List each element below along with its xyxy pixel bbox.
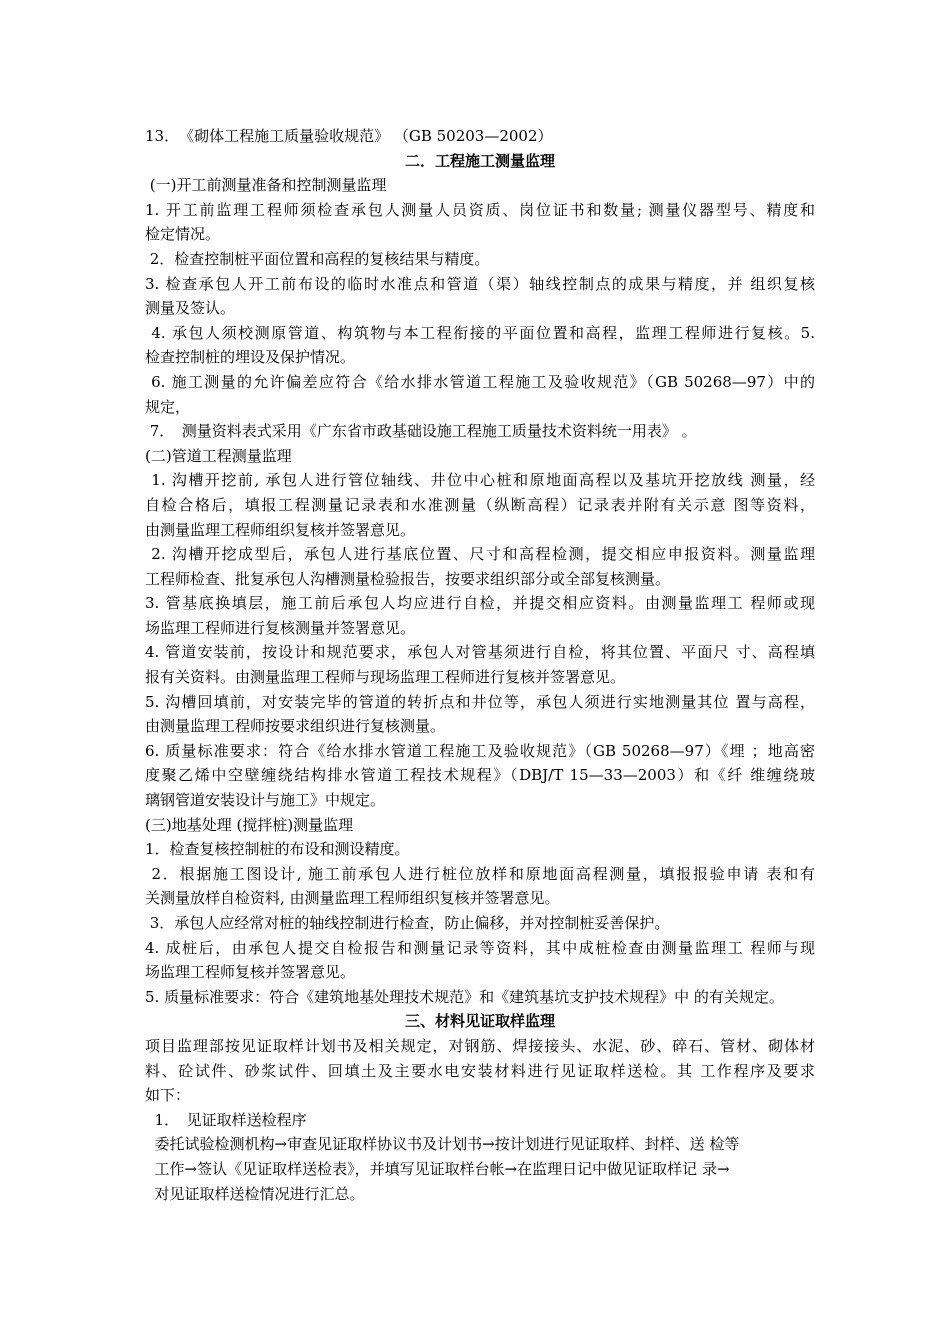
- paragraph-line: 报有关资料。由测量监理工程师与现场监理工程师进行复核并签署意见。: [145, 668, 626, 687]
- paragraph-line: 项目监理部按见证取样计划书及相关规定，对钢筋、焊接接头、水泥、砂、碎石、管材、砌体材: [145, 1036, 815, 1055]
- paragraph-line: 度聚乙烯中空壁缠绕结构排水管道工程技术规程》（DBJ/T 15—33—2003）和《纤 维缠绕玻: [145, 766, 815, 785]
- paragraph-line: 由测量监理工程师按要求组织进行复核测量。: [145, 717, 446, 736]
- paragraph-line: 2．检查控制桩平面位置和高程的复核结果与精度。: [145, 249, 490, 268]
- procedure-heading: 1． 见证取样送检程序: [145, 1110, 307, 1129]
- paragraph-line: 1．检查复核控制桩的布设和测设精度。: [145, 840, 410, 859]
- paragraph-line: 4. 承包人须校测原管道、构筑物与本工程衔接的平面位置和高程，监理工程师进行复核。5.: [145, 323, 815, 342]
- paragraph-line: 关测量放样自检资料, 由测量监理工程师组织复核并签署意见。: [145, 889, 560, 908]
- document-page: [145, 124, 815, 1206]
- paragraph-line: 工程师检查、批复承包人沟槽测量检验报告，按要求组织部分或全部复核测量。: [145, 569, 671, 588]
- paragraph-line: 料、砼试件、砂浆试件、回填土及主要水电安装材料进行见证取样送检。其 工作程序及要求: [145, 1061, 815, 1080]
- paragraph-line: 1. 沟槽开挖前, 承包人进行管位轴线、井位中心桩和原地面高程以及基坑开挖放线 测量，经: [145, 471, 815, 490]
- paragraph-line: 2. 沟槽开挖成型后，承包人进行基底位置、尺寸和高程检测，提交相应申报资料。测量监理: [145, 545, 815, 564]
- section-heading-3: 三、材料见证取样监理: [404, 1012, 555, 1031]
- paragraph-line: 7． 测量资料表式采用《广东省市政基础设施工程施工质量技术资料统一用表》 。: [145, 422, 697, 441]
- subsection-heading-1: (一)开工前测量准备和控制测量监理: [145, 176, 387, 195]
- paragraph-line: 6. 施工测量的允许偏差应符合《给水排水管道工程施工及验收规范》（GB 50268—97）中的: [145, 372, 815, 391]
- paragraph-line: 由测量监理工程师组织复核并签署意见。: [145, 520, 416, 539]
- paragraph-line: 3．承包人应经常对桩的轴线控制进行检查，防止偏移，并对控制桩妥善保护。: [145, 914, 670, 932]
- paragraph-line: 检定情况。: [145, 225, 221, 244]
- clause-13: 13． 《砌体工程施工质量验收规范》 （GB 50203—2002）: [145, 127, 553, 145]
- paragraph-line: 5. 沟槽回填前，对安装完毕的管道的转折点和井位等，承包人须进行实地测量其位 置与高程，: [145, 692, 815, 711]
- paragraph-line: 委托试验检测机构→审查见证取样协议书及计划书→按计划进行见证取样、封样、送 检等: [145, 1135, 740, 1154]
- section-heading-2: 二．工程施工测量监理: [404, 151, 555, 170]
- paragraph-line: 检查控制桩的埋设及保护情况。: [145, 348, 356, 367]
- paragraph-line: 自检合格后，填报工程测量记录表和水准测量（纵断高程）记录表并附有关示意 图等资料，: [145, 495, 815, 514]
- paragraph-line: 测量及签认。: [145, 299, 236, 318]
- paragraph-line: 5. 质量标准要求：符合《建筑地基处理技术规范》和《建筑基坑支护技术规程》中 的有关规定。: [145, 987, 784, 1006]
- paragraph-line: 3. 检查承包人开工前布设的临时水准点和管道（渠）轴线控制点的成果与精度，并 组织复核: [145, 274, 815, 293]
- paragraph-line: 如下：: [145, 1086, 191, 1105]
- subsection-heading-3: (三)地基处理 (搅拌桩)测量监理: [145, 815, 354, 834]
- paragraph-line: 1. 开工前监理工程师须检查承包人测量人员资质、岗位证书和数量; 测量仪器型号、精度和: [145, 200, 815, 219]
- paragraph-line: 2．根据施工图设计, 施工前承包人进行桩位放样和原地面高程测量，填报报验申请 表和有: [145, 864, 815, 883]
- paragraph-line: 6. 质量标准要求：符合《给水排水管道工程施工及验收规范》（GB 50268—97）《埋 ；地高密: [145, 741, 815, 760]
- paragraph-line: 场监理工程师复核并签署意见。: [145, 963, 356, 982]
- paragraph-line: 璃钢管道安装设计与施工》中规定。: [145, 791, 386, 810]
- paragraph-line: 对见证取样送检情况进行汇总。: [145, 1184, 365, 1203]
- paragraph-line: 4. 成桩后，由承包人提交自检报告和测量记录等资料，其中成桩检查由测量监理工 程师与现: [145, 938, 815, 957]
- subsection-heading-2: (二)管道工程测量监理: [145, 446, 292, 465]
- paragraph-line: 场监理工程师进行复核测量并签署意见。: [145, 618, 416, 637]
- paragraph-line: 3. 管基底换填层，施工前后承包人均应进行自检，并提交相应资料。由测量监理工 程师或现: [145, 594, 815, 613]
- paragraph-line: 规定，: [145, 397, 191, 416]
- paragraph-line: 4. 管道安装前，按设计和规范要求，承包人对管基须进行自检，将其位置、平面尺 寸、高程填: [145, 643, 815, 662]
- paragraph-line: 工作→签认《见证取样送检表》，并填写见证取样台帐→在监理日记中做见证取样记 录→: [145, 1159, 730, 1178]
